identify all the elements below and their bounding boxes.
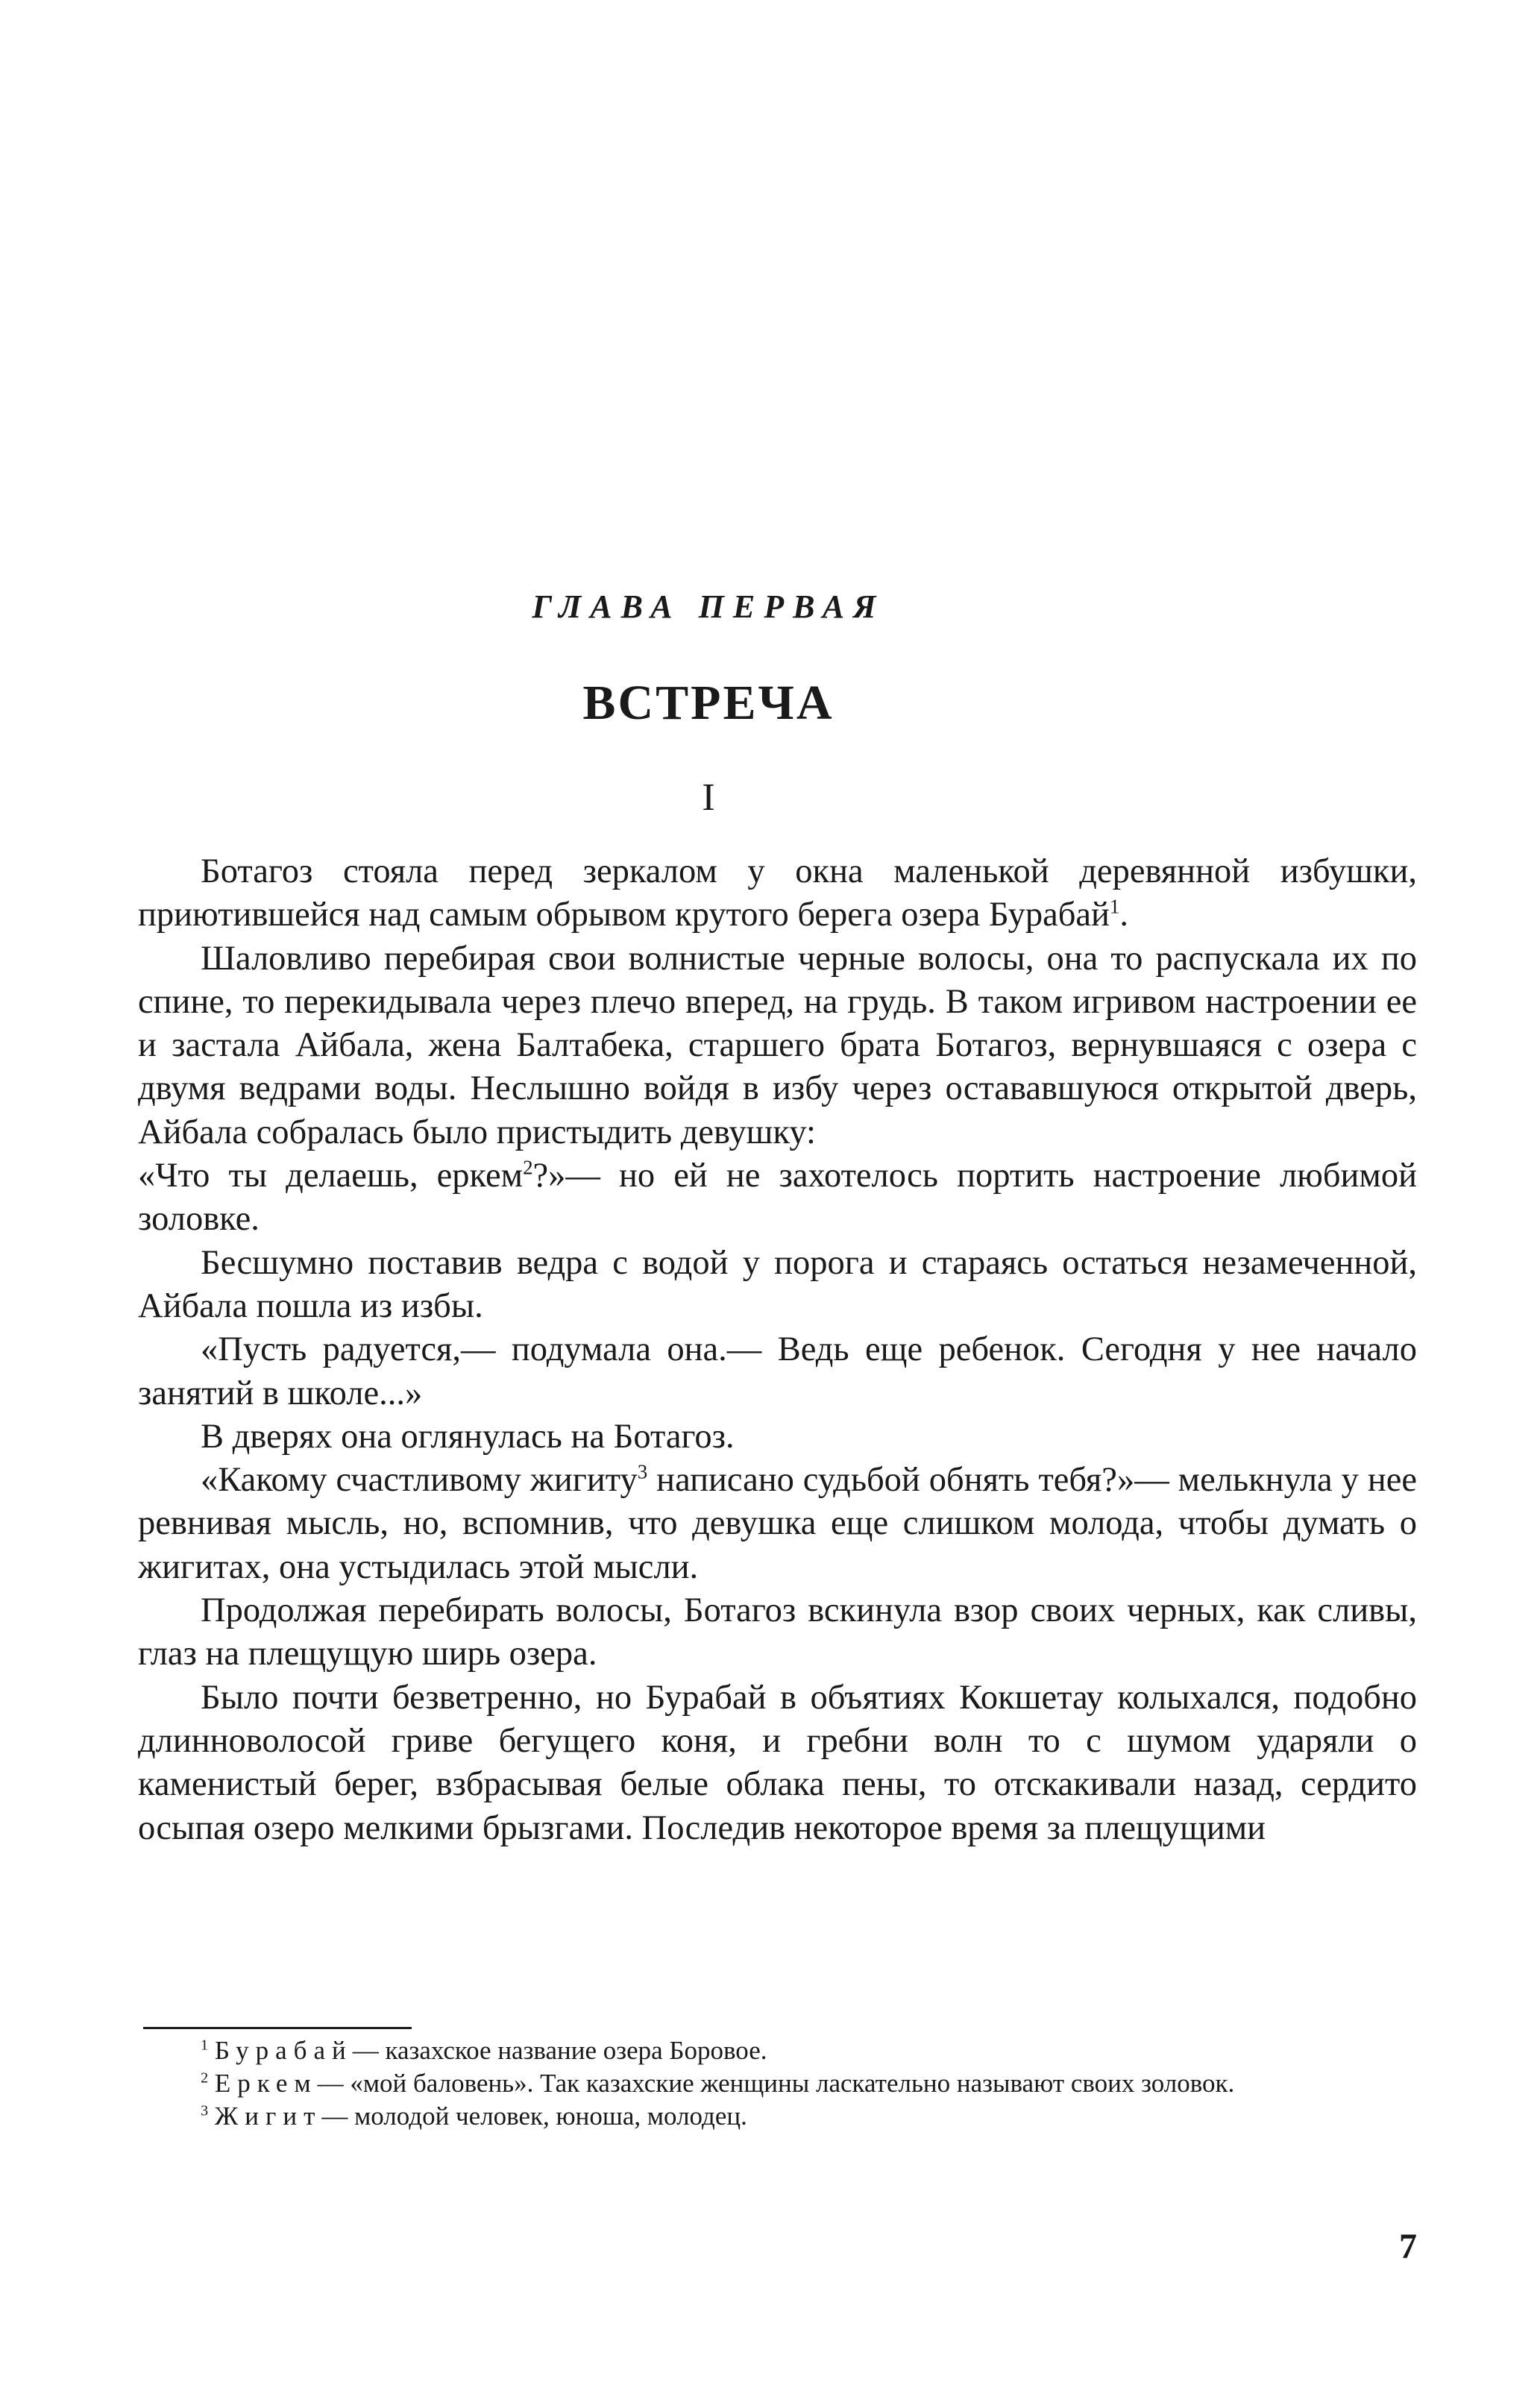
paragraph-7 [138,1459,1417,1589]
paragraph-5: «Пусть радуется,— подумала она.— Ведь еще ребенок. Сегодня у нее начало занятий в школе...» [138,1330,1417,1412]
footnote-ref-1: 1 [1109,895,1120,918]
footnote-text: — казахское название озера Боровое. [352,2036,767,2065]
footnote-ref-3: 3 [637,1460,648,1483]
footnote-term: Бурабай [214,2036,353,2065]
paragraph-6: В дверях она оглянулась на Ботагоз. [201,1417,735,1456]
page-number: 7 [1399,2227,1417,2266]
footnote-number: 2 [201,2069,209,2087]
footnote-term: Еркем [214,2069,318,2098]
paragraph-1 [138,850,1417,937]
footnote-text: — молодой человек, юноша, молодец. [321,2101,747,2131]
footnote-number: 3 [201,2102,209,2119]
paragraph-9: Было почти безветренно, но Бурабай в объятиях Кокшетау колыхался, подобно длинноволосой гриве бегущего коня, и гребни волн то с шумом ударяли о каменистый берег, взбрасывая белые облака пены, то отскакивали назад, сердито осыпая озеро мелкими брызгами. Последив некоторое время за плещущими [138,1678,1417,1847]
footnote-divider [143,2027,412,2029]
footnotes [138,2034,1417,2133]
section-number: I [702,776,715,819]
paragraph-1-tail: . [1119,896,1128,934]
footnote-1 [138,2034,1417,2067]
paragraph-8: Продолжая перебирать волосы, Ботагоз вскинула взор своих черных, как сливы, глаз на плещущую ширь озера. [138,1591,1417,1673]
paragraph-3-text: «Что ты делаешь, еркем [138,1157,524,1195]
paragraph-3 [138,1154,1417,1242]
paragraph-4: Бесшумно поставив ведра с водой у порога и стараясь остаться незамеченной, Айбала пошла из избы. [138,1243,1417,1325]
footnote-3 [138,2100,1417,2133]
paragraph-7-text: «Какому счастливому жигиту [201,1461,638,1500]
paragraph-1-text: Ботагоз стояла перед зеркалом у окна маленькой деревянной избушки, приютившейся над самым обрывом крутого берега озера Бурабай [138,852,1417,934]
footnote-number: 1 [201,2037,209,2054]
body-text [138,850,1417,1850]
footnote-ref-2: 2 [523,1156,533,1179]
footnote-2 [138,2067,1417,2100]
footnote-term: Жигит [214,2101,322,2131]
chapter-title: ВСТРЕЧА [582,676,835,730]
paragraph-2: Шаловливо перебирая свои волнистые черные волосы, она то распускала их по спине, то перекидывала через плечо вперед, на грудь. В таком игривом настроении ее и застала Айбала, жена Балтабека, старшего брата Ботагоз, вернувшаяся с озера с двумя ведрами воды. Неслышно войдя в избу через остававшуюся открытой дверь, Айбала собралась было пристыдить девушку: [138,939,1417,1151]
footnote-text: — «мой баловень». Так казахские женщины ласкательно называют своих золовок. [317,2069,1235,2098]
paragraph-3-tail: ?»— но ей не захотелось портить настроение любимой золовке. [138,1157,1417,1239]
chapter-label: ГЛАВА ПЕРВАЯ [532,588,885,625]
paragraph-7-tail: написано судьбой обнять тебя?»— мелькнула у нее ревнивая мысль, но, вспомнив, что девушка еще слишком молода, чтобы думать о жигитах, она устыдилась этой мысли. [138,1461,1418,1586]
